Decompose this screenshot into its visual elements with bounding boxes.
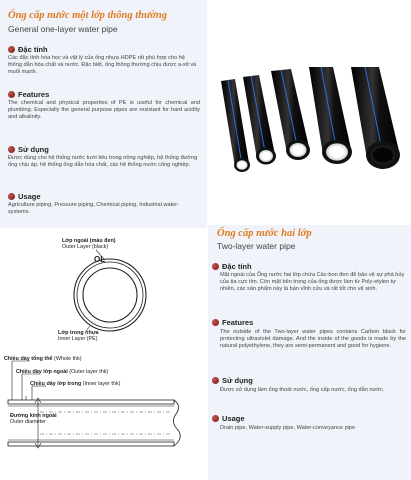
bullet-icon	[8, 193, 15, 200]
outer-layer-en: Outer Layer (black)	[62, 244, 109, 251]
bullet-icon	[8, 146, 15, 153]
double-features-vn-heading: Đặc tính	[222, 262, 252, 271]
pipes-photo	[213, 67, 411, 185]
bullet-icon	[8, 46, 15, 53]
double-layer-title-en: Two-layer water pipe	[217, 241, 296, 251]
single-usage-vn-body: Được dùng cho hệ thống nước tưới tiêu trong nông nghiệp, hệ thống đường ống chịu áp, hệ thống ống dẫn hóa chất, các hệ thống nước công nghiệp.	[8, 155, 198, 169]
bullet-icon	[212, 415, 219, 422]
whole-thk-en: (Whole thk)	[54, 356, 82, 362]
double-usage-vn-body: Được sử dụng làm ống thoát nước, ống cấp nước, ống dẫn nước.	[220, 387, 385, 393]
bullet-icon	[212, 319, 219, 326]
double-usage-en-heading: Usage	[222, 414, 245, 423]
bullet-icon	[212, 377, 219, 384]
double-usage-en-body: Drain pipe, Water-supply pipe, Water-conveyance pipe	[220, 425, 356, 431]
double-features-en-body: The outside of the Two-layer water pipes contains Carbon black for protecting ultraviolet damage. And the inside of the goods is made by the natural polyethylene, they are semi-permanent and good for hygiene.	[220, 329, 406, 350]
outer-thk-en: (Outer layer thk)	[69, 369, 109, 375]
outer-thickness-label	[16, 369, 108, 375]
inner-thk-vn: Chiều dày lớp trong	[30, 381, 82, 387]
pipe-cross-section	[74, 255, 146, 331]
single-layer-title-vn: Ống cấp nước một lớp thông thường	[8, 10, 168, 21]
outer-thk-vn: Chiều dày lớp ngoài	[16, 369, 68, 375]
bullet-icon	[8, 91, 15, 98]
whole-thk-vn: Chiều dày tổng thể	[4, 356, 53, 362]
inner-thickness-label	[30, 381, 120, 387]
outer-dia-vn: Đường kính ngoài	[10, 413, 57, 419]
double-layer-title-vn: Ống cấp nước hai lớp	[217, 228, 312, 239]
whole-thickness-label	[4, 356, 82, 362]
outer-layer-label	[62, 238, 116, 251]
inner-thk-en: (Inner layer thk)	[82, 381, 121, 387]
bullet-icon	[212, 263, 219, 270]
pipe-diagram	[0, 228, 208, 480]
pipe-5	[351, 67, 400, 169]
double-features-vn-body: Mặt ngoài của Ống nước hai lớp chứa Các-bon đen để bảo vệ sự phá hủy của tia cực tím. Còn mặt bên trong của ống được làm từ Poly-etylen tự nhiên, các sản phẩm này là bán vĩnh cửu và rất tốt cho vệ sinh.	[220, 272, 405, 293]
ol-label: OL	[94, 255, 106, 264]
pipe-2	[243, 75, 276, 165]
outer-dia-en: Outer diameter	[10, 419, 46, 426]
single-usage-en-heading: Usage	[18, 192, 41, 201]
pipe-4	[309, 67, 352, 164]
outer-layer-vn: Lớp ngoài (màu đen)	[62, 238, 116, 244]
single-usage-vn-heading: Sử dụng	[18, 145, 49, 154]
single-features-en-body: The chemical and physical properties of PE is useful for chemical and plumbing. Especially the general purpose pipes are resistant for hard acidity and alkalinity.	[8, 100, 200, 121]
single-features-vn-body: Các đặc tính hóa học và vật lý của ống nhựa HDPE rất phù hợp cho hệ thống dẫn hóa chất và nước. Đặc biệt, ống thông thường chịu được a-xít và muối mạnh.	[8, 55, 197, 76]
double-features-en-heading: Features	[222, 318, 254, 327]
inner-layer-vn: Lớp trong nhựa	[58, 330, 99, 336]
inner-layer-en: Inner Layer (PE)	[58, 336, 98, 343]
pipe-3	[271, 69, 310, 160]
single-usage-en-body: Agriculture piping, Pressure piping, Chemical piping, Industrial water-systems.	[8, 202, 180, 216]
single-features-vn-heading: Đặc tính	[18, 45, 48, 54]
single-layer-title-en: General one-layer water pipe	[8, 24, 118, 34]
outer-diameter-label	[10, 413, 57, 426]
double-usage-vn-heading: Sử dụng	[222, 376, 253, 385]
pipe-1	[221, 79, 250, 172]
single-features-en-heading: Features	[18, 90, 50, 99]
inner-layer-label	[58, 330, 99, 343]
